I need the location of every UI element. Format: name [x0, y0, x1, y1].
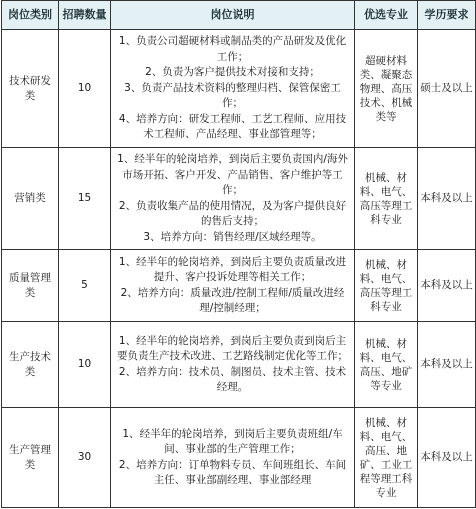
- cell-description: [111, 148, 355, 250]
- cell-education: 本科及以上: [418, 322, 476, 408]
- cell-category: 营销类: [2, 148, 59, 250]
- header-category: 岗位类别: [2, 1, 59, 30]
- cell-description: [111, 408, 355, 508]
- description-line: 1、经半年的轮岗培养，到岗后主要负责到岗后主要负责生产技术改进、工艺路线制定优化等工作；: [117, 334, 348, 362]
- description-line: 2、培养方向：质量改进/控制工程师/质量改进经理/控制经理；: [120, 286, 345, 314]
- table-row: [2, 322, 476, 408]
- header-major: 优选专业: [355, 1, 418, 30]
- table-row: [2, 148, 476, 250]
- cell-description: [111, 322, 355, 408]
- cell-major: 机械、材料、电气、高压等理工科专业: [355, 148, 418, 250]
- description-line: 4、培养方向：研发工程师、工艺工程师、应用技术工程师、产品经理、事业部管理等；: [118, 112, 347, 141]
- cell-count: 10: [59, 30, 111, 148]
- cell-education: 本科及以上: [418, 148, 476, 250]
- cell-count: 5: [59, 250, 111, 322]
- table-row: [2, 250, 476, 322]
- description-line: 1、经半年的轮岗培养，到岗后主要负责国内/海外市场开拓、客户开发、产品销售、客户维护等工作；: [117, 153, 348, 196]
- description-line: 2、培养方向：订单物料专员、车间班组长、车间主任、事业部副经理、事业部经理: [118, 458, 347, 486]
- header-education: 学历要求: [418, 1, 476, 30]
- cell-major: 机械、材料、电气、高压等理工科专业: [355, 250, 418, 322]
- cell-education: 硕士及以上: [418, 30, 476, 148]
- cell-description: [111, 30, 355, 148]
- cell-major: 机械、材料、电气、高压、地矿、工业工程等理工科专业: [355, 408, 418, 508]
- description-line: 1、负责公司超硬材料或制品类的产品研发及优化工作；: [118, 35, 347, 63]
- cell-category: 生产技术类: [2, 322, 59, 408]
- cell-description: [111, 250, 355, 322]
- cell-category: 生产管理类: [2, 408, 59, 508]
- header-count: 招聘数量: [59, 1, 111, 30]
- description-line: 2、负责收集产品的使用情况，及为客户提供良好的售后支持；: [118, 199, 347, 227]
- cell-category: 技术研发类: [2, 30, 59, 148]
- cell-count: 15: [59, 148, 111, 250]
- cell-count: 10: [59, 322, 111, 408]
- cell-major: 机械、材料、电气、高压、地矿等专业: [355, 322, 418, 408]
- description-line: 2、负责为客户提供技术对接和支持；: [145, 66, 320, 79]
- recruitment-table: [1, 0, 476, 508]
- cell-category: 质量管理类: [2, 250, 59, 322]
- table-row: [2, 408, 476, 508]
- description-line: 3、负责产品技术资料的整理归档、保管保密工作；: [124, 81, 341, 110]
- description-line: 1、经半年的轮岗培养，到岗后主要负责质量改进提升、客户投诉处理等相关工作；: [118, 255, 347, 283]
- description-line: 1、经半年的轮岗培养，到岗后主要负责班组/车间、事业部的生产管理工作；: [122, 427, 343, 455]
- cell-education: 本科及以上: [418, 408, 476, 508]
- description-line: 2、培养方向：技术员、制图员、技术主管、技术经理。: [118, 365, 347, 393]
- cell-major: 超硬材料类、凝聚态物理、高压技术、机械类等: [355, 30, 418, 148]
- cell-count: 30: [59, 408, 111, 508]
- header-description: 岗位说明: [111, 1, 355, 30]
- cell-education: 本科及以上: [418, 250, 476, 322]
- table-row: [2, 30, 476, 148]
- description-line: 3、培养方向：销售经理/区域经理等。: [143, 230, 322, 243]
- table-header-row: [2, 1, 476, 30]
